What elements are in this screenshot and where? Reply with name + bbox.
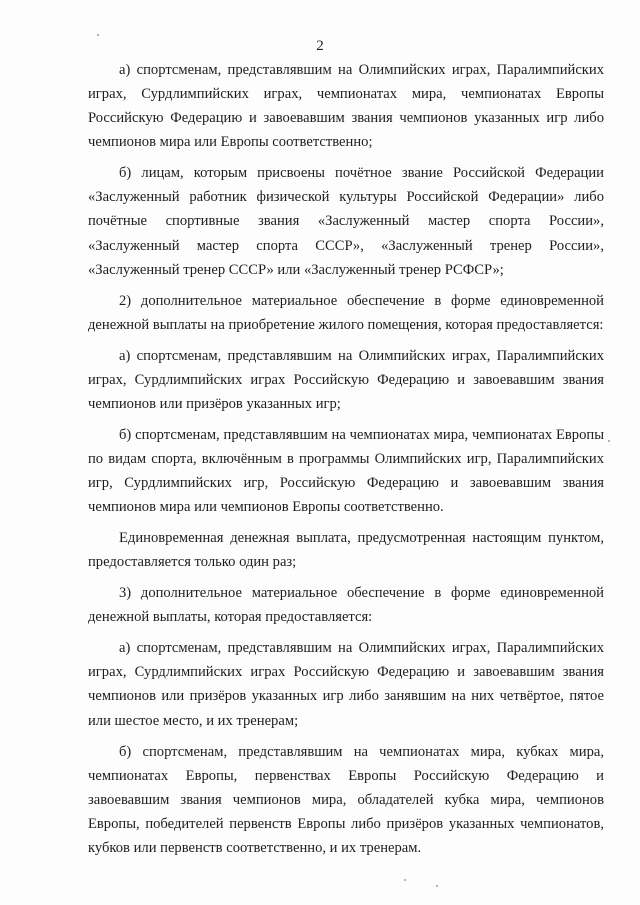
paragraph: а) спортсменам, представлявшим на Олимпийских играх, Паралимпийских играх, Сурдлимпийских играх Российскую Федерацию и завоевавшим звания чемпионов или призёров указанных игр либо занявшим на них четвёртое, пятое или шестое место, и их тренерам; (88, 640, 604, 729)
paragraph: а) спортсменам, представлявшим на Олимпийских играх, Паралимпийских играх, Сурдлимпийских играх Российскую Федерацию и завоевавшим звания чемпионов или призёров указанных игр; (88, 347, 604, 412)
scan-speck (97, 34, 99, 36)
paragraph: а) спортсменам, представлявшим на Олимпийских играх, Паралимпийских играх, Сурдлимпийских играх, чемпионатах мира, чемпионатах Европы Российскую Федерацию и завоевавшим звания чемпионов указанных игр либо чемпионов мира или Европы соответственно; (88, 62, 604, 151)
scan-speck (404, 879, 406, 881)
paragraph: б) спортсменам, представлявшим на чемпионатах мира, чемпионатах Европы по видам спорта, включённым в программы Олимпийских игр, Паралимпийских игр, Сурдлимпийских игр, Российскую Федерацию и завоевавшим звания чемпионов мира или чемпионов Европы соответственно. (88, 426, 604, 516)
scan-speck (436, 885, 438, 887)
paragraph: Единовременная денежная выплата, предусмотренная настоящим пунктом, предоставляется только один раз; (88, 530, 604, 571)
paragraph: 3) дополнительное материальное обеспечение в форме единовременной денежной выплаты, которая предоставляется: (88, 585, 604, 626)
paragraph: б) спортсменам, представлявшим на чемпионатах мира, кубках мира, чемпионатах Европы, первенствах Европы Российскую Федерацию и завоевавшим звания чемпионов мира, обладателей кубка мира, чемпионов Европы, победителей первенств Европы либо призёров указанных чемпионатов, кубков или первенств соответственно, и их тренерам. (88, 743, 604, 856)
scan-speck (608, 440, 610, 442)
paragraph: 2) дополнительное материальное обеспечение в форме единовременной денежной выплаты на приобретение жилого помещения, которая предоставляется: (88, 292, 604, 333)
document-body (88, 58, 604, 867)
paragraph: б) лицам, которым присвоены почётное звание Российской Федерации «Заслуженный работник физической культуры Российской Федерации» либо почётные спортивные звания «Заслуженный мастер спорта России», «Заслуженный мастер спорта СССР», «Заслуженный тренер России», «Заслуженный тренер СССР» или «Заслуженный тренер РСФСР»; (88, 165, 604, 278)
page-number: 2 (316, 38, 324, 54)
